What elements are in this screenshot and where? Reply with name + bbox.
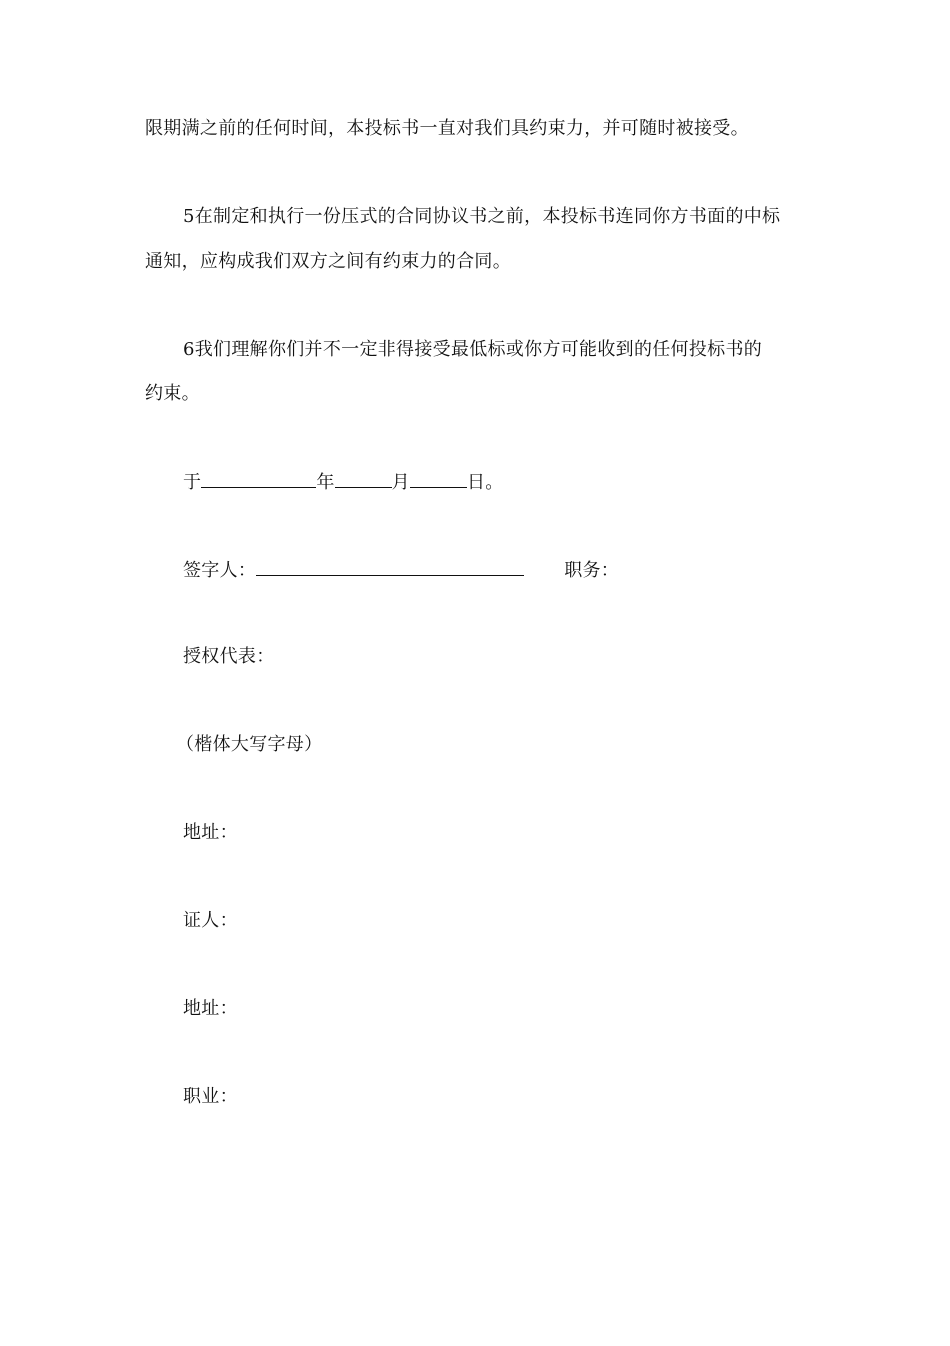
day-blank[interactable] bbox=[410, 470, 467, 488]
paragraph-6-line1: 6我们理解你们并不一定非得接受最低标或你方可能收到的任何投标书的 bbox=[183, 339, 763, 360]
signer-blank[interactable] bbox=[256, 558, 524, 576]
signature-line bbox=[183, 558, 619, 582]
day-label: 日。 bbox=[466, 472, 504, 493]
signer-label: 签字人： bbox=[183, 560, 257, 581]
year-blank[interactable] bbox=[201, 470, 316, 488]
address-label-2: 地址： bbox=[183, 998, 238, 1019]
block-letters-note: （楷体大写字母） bbox=[176, 734, 323, 755]
paragraph-5-line2: 通知，应构成我们双方之间有约束力的合同。 bbox=[145, 251, 511, 272]
month-blank[interactable] bbox=[335, 470, 392, 488]
paragraph-5-line1: 5在制定和执行一份压式的合同协议书之前，本投标书连同你方书面的中标 bbox=[183, 206, 781, 227]
year-label: 年 bbox=[316, 472, 335, 493]
paragraph-4-tail: 限期满之前的任何时间，本投标书一直对我们具约束力，并可随时被接受。 bbox=[145, 118, 749, 139]
date-line bbox=[183, 470, 504, 494]
authorized-rep-label: 授权代表： bbox=[183, 646, 275, 667]
date-prefix: 于 bbox=[183, 472, 202, 493]
witness-label: 证人： bbox=[183, 910, 238, 931]
month-label: 月 bbox=[391, 472, 410, 493]
position-label: 职务： bbox=[564, 560, 620, 581]
address-label-1: 地址： bbox=[183, 822, 238, 843]
occupation-label: 职业： bbox=[183, 1086, 238, 1107]
paragraph-6-line2: 约束。 bbox=[145, 383, 200, 404]
